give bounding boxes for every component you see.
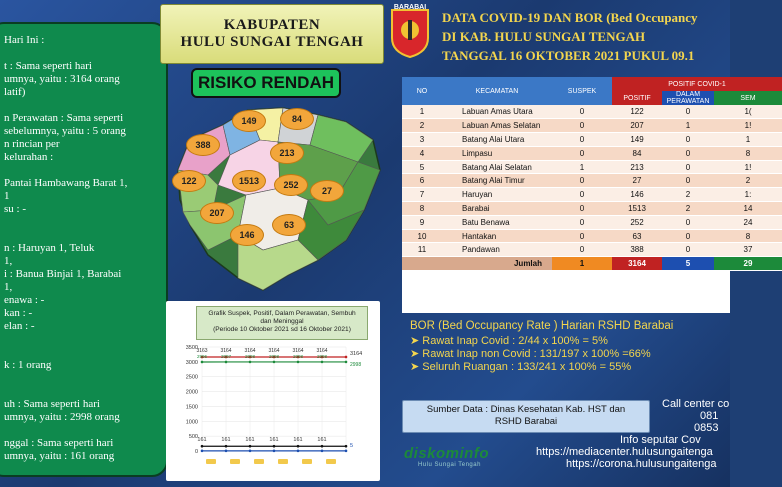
cell-sembuh: 1( xyxy=(714,105,782,119)
cell-sembuh: 1: xyxy=(714,188,782,202)
summary-line: n Perawatan : Sama seperti xyxy=(4,112,124,124)
col-suspek: SUSPEK xyxy=(552,77,612,105)
cell-suspek: 0 xyxy=(552,202,612,216)
total-dalam-perawatan: 5 xyxy=(662,257,714,271)
data-point xyxy=(321,445,324,448)
cell-kecamatan: Barabai xyxy=(442,202,552,216)
cell-no: 9 xyxy=(402,215,442,229)
col-kecamatan: KECAMATAN xyxy=(442,77,552,105)
call-center-line: 081 xyxy=(700,410,719,422)
data-point xyxy=(345,356,348,359)
bor-item-text: Rawat Inap Covid : 2/44 x 100% = 5% xyxy=(422,335,608,347)
cell-dalam-perawatan: 0 xyxy=(662,146,714,160)
cell-kecamatan: Limpasu xyxy=(442,146,552,160)
summary-line xyxy=(4,47,156,60)
cell-kecamatan: Labuan Amas Selatan xyxy=(442,119,552,133)
data-label: 3164 xyxy=(268,347,280,354)
cell-dalam-perawatan: 0 xyxy=(662,229,714,243)
cell-kecamatan: Haruyan xyxy=(442,188,552,202)
bor-heading: BOR (Bed Occupancy Rate ) Harian RSHD Barabai xyxy=(410,320,674,332)
data-label: 3164 xyxy=(350,350,363,357)
data-label: 5 xyxy=(350,442,354,449)
table-row xyxy=(402,133,782,147)
summary-line xyxy=(4,99,156,112)
source-line-1: Sumber Data : Dinas Kesehatan Kab. HST dan xyxy=(426,404,626,415)
cell-suspek: 1 xyxy=(552,160,612,174)
cell-suspek: 0 xyxy=(552,146,612,160)
call-center-line: Info seputar Cov xyxy=(620,434,701,446)
data-label: 2997 xyxy=(220,353,232,359)
data-label: 3164 xyxy=(244,347,256,354)
title-line-1: KABUPATEN xyxy=(223,17,321,33)
cell-no: 4 xyxy=(402,146,442,160)
col-no: NO xyxy=(402,77,442,105)
table-row xyxy=(402,105,782,119)
cell-no: 5 xyxy=(402,160,442,174)
table-row xyxy=(402,174,782,188)
district-table xyxy=(402,77,756,313)
call-center-line: 0853 xyxy=(694,422,719,434)
summary-line: Hari Ini : xyxy=(4,34,45,46)
data-point xyxy=(345,450,348,453)
cell-kecamatan: Batang Alai Selatan xyxy=(442,160,552,174)
data-point xyxy=(345,361,348,364)
data-point xyxy=(273,361,276,364)
summary-line: elan : - xyxy=(4,320,35,332)
data-point xyxy=(345,445,348,448)
cell-sembuh: 37 xyxy=(714,243,782,257)
table-row xyxy=(402,146,782,160)
cell-positif: 122 xyxy=(612,105,662,119)
cell-dalam-perawatan: 0 xyxy=(662,133,714,147)
data-label: 161 xyxy=(293,437,303,444)
data-label: 2998 xyxy=(292,353,304,359)
total-suspek: 1 xyxy=(552,257,612,271)
data-label: 3164 xyxy=(292,347,304,354)
data-label: 2998 xyxy=(350,361,362,368)
cell-dalam-perawatan: 0 xyxy=(662,105,714,119)
y-tick-label: 2000 xyxy=(185,389,198,396)
cell-kecamatan: Batang Alai Timur xyxy=(442,174,552,188)
cell-kecamatan: Labuan Amas Utara xyxy=(442,105,552,119)
cell-sembuh: 2 xyxy=(714,174,782,188)
diskominfo-logo-sub: Hulu Sungai Tengah xyxy=(418,462,481,468)
data-point xyxy=(297,450,300,453)
cell-sembuh: 8 xyxy=(714,229,782,243)
summary-line: latif) xyxy=(4,86,26,98)
data-point xyxy=(273,445,276,448)
cell-kecamatan: Batu Benawa xyxy=(442,215,552,229)
district-map xyxy=(168,100,383,295)
cell-suspek: 0 xyxy=(552,105,612,119)
summary-line: umnya, yaitu : 161 orang xyxy=(4,450,115,462)
cell-positif: 63 xyxy=(612,229,662,243)
x-axis-marker xyxy=(302,459,312,464)
cell-positif: 146 xyxy=(612,188,662,202)
cell-positif: 252 xyxy=(612,215,662,229)
regency-logo-shape xyxy=(388,2,432,58)
data-point xyxy=(201,450,204,453)
district-map-shape xyxy=(168,100,383,295)
summary-line: kelurahan : xyxy=(4,151,54,163)
summary-line: Pantai Hambawang Barat 1, xyxy=(4,177,128,189)
data-point xyxy=(201,445,204,448)
media-center-link[interactable]: https://mediacenter.hulusungaitenga xyxy=(536,446,713,458)
cell-dalam-perawatan: 0 xyxy=(662,215,714,229)
map-bubble: 252 xyxy=(274,174,308,196)
cell-sembuh: 1! xyxy=(714,119,782,133)
summary-line xyxy=(4,216,156,229)
map-bubble: 146 xyxy=(230,224,264,246)
cell-no: 2 xyxy=(402,119,442,133)
data-label: 3164 xyxy=(220,347,232,354)
daily-summary-panel xyxy=(0,22,168,477)
y-tick-label: 3000 xyxy=(185,359,198,366)
cell-no: 6 xyxy=(402,174,442,188)
data-label: 2998 xyxy=(268,353,280,359)
total-label: Jumlah xyxy=(402,257,552,271)
table-row xyxy=(402,160,782,174)
summary-line: 1 xyxy=(4,190,10,202)
header-line-2: DI KAB. HULU SUNGAI TENGAH xyxy=(442,29,646,44)
cell-no: 7 xyxy=(402,188,442,202)
cell-kecamatan: Pandawan xyxy=(442,243,552,257)
cell-suspek: 0 xyxy=(552,133,612,147)
bor-item: ➤ Seluruh Ruangan : 133/241 x 100% = 55% xyxy=(410,361,632,373)
data-label: 3163 xyxy=(196,348,208,355)
y-tick-label: 3500 xyxy=(185,345,198,351)
cell-dalam-perawatan: 0 xyxy=(662,243,714,257)
data-label: 161 xyxy=(317,437,327,444)
risk-level-badge: RISIKO RENDAH xyxy=(191,68,341,98)
source-line-2: RSHD Barabai xyxy=(494,416,558,427)
regency-logo xyxy=(388,2,432,58)
summary-line: i : Banua Binjai 1, Barabai xyxy=(4,268,122,280)
map-bubble: 63 xyxy=(272,214,306,236)
summary-line: k : 1 orang xyxy=(4,359,52,371)
cell-dalam-perawatan: 2 xyxy=(662,188,714,202)
total-positif: 3164 xyxy=(612,257,662,271)
data-label: 161 xyxy=(221,437,231,444)
y-tick-label: 0 xyxy=(194,449,198,455)
summary-line: enawa : - xyxy=(4,294,45,306)
cell-sembuh: 8 xyxy=(714,146,782,160)
trend-chart-title xyxy=(196,306,368,340)
regency-title xyxy=(160,4,384,64)
header-line-1: DATA COVID-19 DAN BOR (Bed Occupancy xyxy=(442,10,698,25)
cell-kecamatan: Batang Alai Utara xyxy=(442,133,552,147)
table-row xyxy=(402,243,782,257)
cell-dalam-perawatan: 0 xyxy=(662,174,714,188)
data-label: 161 xyxy=(245,437,255,444)
corona-info-link[interactable]: https://corona.hulusungaitenga xyxy=(566,458,717,470)
summary-line: t : Sama seperti hari xyxy=(4,60,92,72)
cell-positif: 1513 xyxy=(612,202,662,216)
summary-line: 1, xyxy=(4,255,13,267)
data-point xyxy=(201,361,204,364)
cell-positif: 213 xyxy=(612,160,662,174)
cell-positif: 207 xyxy=(612,119,662,133)
diskominfo-logo xyxy=(404,445,489,468)
data-point xyxy=(249,445,252,448)
map-bubble: 27 xyxy=(310,180,344,202)
data-point xyxy=(273,450,276,453)
trend-chart-title-line: dan Meninggal xyxy=(260,318,304,325)
call-center-info xyxy=(536,398,730,470)
trend-chart-title-line: Grafik Suspek, Positif, Dalam Perawatan, Sembuh xyxy=(208,310,356,317)
cell-suspek: 0 xyxy=(552,243,612,257)
col-sembuh: SEM xyxy=(714,91,782,105)
summary-line: umnya, yaitu : 2998 orang xyxy=(4,411,120,423)
cell-no: 8 xyxy=(402,202,442,216)
col-positif-group: POSITIF COVID-1 xyxy=(612,77,782,91)
summary-line: sebelumnya, yaitu : 5 orang xyxy=(4,125,126,137)
y-tick-label: 500 xyxy=(188,434,198,441)
summary-line xyxy=(4,164,156,177)
data-point xyxy=(321,361,324,364)
x-axis-marker xyxy=(206,459,216,464)
x-axis-marker xyxy=(230,459,240,464)
y-tick-label: 1000 xyxy=(185,419,198,426)
x-axis-marker xyxy=(326,459,336,464)
map-bubble: 213 xyxy=(270,142,304,164)
map-bubble: 1513 xyxy=(232,170,266,192)
cell-sembuh: 24 xyxy=(714,215,782,229)
header-line-3: TANGGAL 16 OKTOBER 2021 PUKUL 09.1 xyxy=(442,48,695,63)
summary-line xyxy=(4,229,156,242)
data-label: 2998 xyxy=(244,353,256,359)
table-row xyxy=(402,119,782,133)
cell-sembuh: 1 xyxy=(714,133,782,147)
summary-line: su : - xyxy=(4,203,26,215)
data-header xyxy=(442,8,698,65)
data-point xyxy=(225,445,228,448)
data-label: 2996 xyxy=(196,354,208,360)
data-point xyxy=(225,361,228,364)
map-bubble: 207 xyxy=(200,202,234,224)
cell-positif: 388 xyxy=(612,243,662,257)
diskominfo-logo-text: diskominfo xyxy=(404,445,490,462)
cell-no: 1 xyxy=(402,105,442,119)
table-row xyxy=(402,215,782,229)
map-bubble: 149 xyxy=(232,110,266,132)
cell-suspek: 0 xyxy=(552,229,612,243)
x-axis-marker xyxy=(278,459,288,464)
map-bubble: 122 xyxy=(172,170,206,192)
summary-line xyxy=(4,346,156,359)
data-point xyxy=(297,361,300,364)
bor-item-text: Seluruh Ruangan : 133/241 x 100% = 55% xyxy=(422,361,632,373)
summary-line xyxy=(4,385,156,398)
cell-sembuh: 14 xyxy=(714,202,782,216)
map-bubble: 84 xyxy=(280,108,314,130)
col-dalam-perawatan: DALAM PERAWATAN xyxy=(662,91,714,105)
summary-line: kan : - xyxy=(4,307,33,319)
cell-dalam-perawatan: 0 xyxy=(662,160,714,174)
summary-line: umnya, yaitu : 3164 orang xyxy=(4,73,120,85)
summary-line: 1, xyxy=(4,281,13,293)
cell-no: 3 xyxy=(402,133,442,147)
bor-item: ➤ Rawat Inap Covid : 2/44 x 100% = 5% xyxy=(410,335,608,347)
bor-section xyxy=(410,320,673,374)
summary-line: uh : Sama seperti hari xyxy=(4,398,100,410)
data-point xyxy=(249,450,252,453)
cell-dalam-perawatan: 1 xyxy=(662,119,714,133)
cell-no: 11 xyxy=(402,243,442,257)
data-point xyxy=(225,450,228,453)
cell-positif: 84 xyxy=(612,146,662,160)
data-label: 161 xyxy=(269,437,279,444)
total-sembuh: 29 xyxy=(714,257,782,271)
cell-positif: 149 xyxy=(612,133,662,147)
cell-suspek: 0 xyxy=(552,188,612,202)
bor-item: ➤ Rawat Inap non Covid : 131/197 x 100% =66% xyxy=(410,348,651,360)
data-point xyxy=(321,450,324,453)
cell-suspek: 0 xyxy=(552,119,612,133)
table-row xyxy=(402,229,782,243)
data-point xyxy=(249,361,252,364)
summary-line xyxy=(4,424,156,437)
table-total-row xyxy=(402,257,782,271)
cell-no: 10 xyxy=(402,229,442,243)
y-tick-label: 1500 xyxy=(185,404,198,411)
table-row xyxy=(402,202,782,216)
cell-sembuh: 1! xyxy=(714,160,782,174)
summary-line xyxy=(4,372,156,385)
col-positif: POSITIF xyxy=(612,91,662,105)
data-label: 2998 xyxy=(316,353,328,359)
cell-suspek: 0 xyxy=(552,215,612,229)
data-label: 161 xyxy=(197,437,207,444)
trend-chart-title-line: (Periode 10 Oktober 2021 sd 16 Oktober 2021) xyxy=(213,326,351,333)
call-center-line: Call center co xyxy=(662,398,730,410)
x-axis-marker xyxy=(254,459,264,464)
summary-line: n rincian per xyxy=(4,138,60,150)
table-row xyxy=(402,188,782,202)
logo-text: BARABAI xyxy=(393,4,427,11)
y-tick-label: 2500 xyxy=(185,374,198,381)
summary-line: n : Haruyan 1, Teluk xyxy=(4,242,95,254)
summary-line xyxy=(4,333,156,346)
cell-dalam-perawatan: 2 xyxy=(662,202,714,216)
map-bubble: 388 xyxy=(186,134,220,156)
data-label: 3164 xyxy=(316,347,328,354)
cell-positif: 27 xyxy=(612,174,662,188)
cell-suspek: 0 xyxy=(552,174,612,188)
title-line-2: HULU SUNGAI TENGAH xyxy=(180,34,364,50)
summary-line: nggal : Sama seperti hari xyxy=(4,437,114,449)
cell-kecamatan: Hantakan xyxy=(442,229,552,243)
bor-item-text: Rawat Inap non Covid : 131/197 x 100% =66% xyxy=(422,348,651,360)
data-point xyxy=(297,445,300,448)
